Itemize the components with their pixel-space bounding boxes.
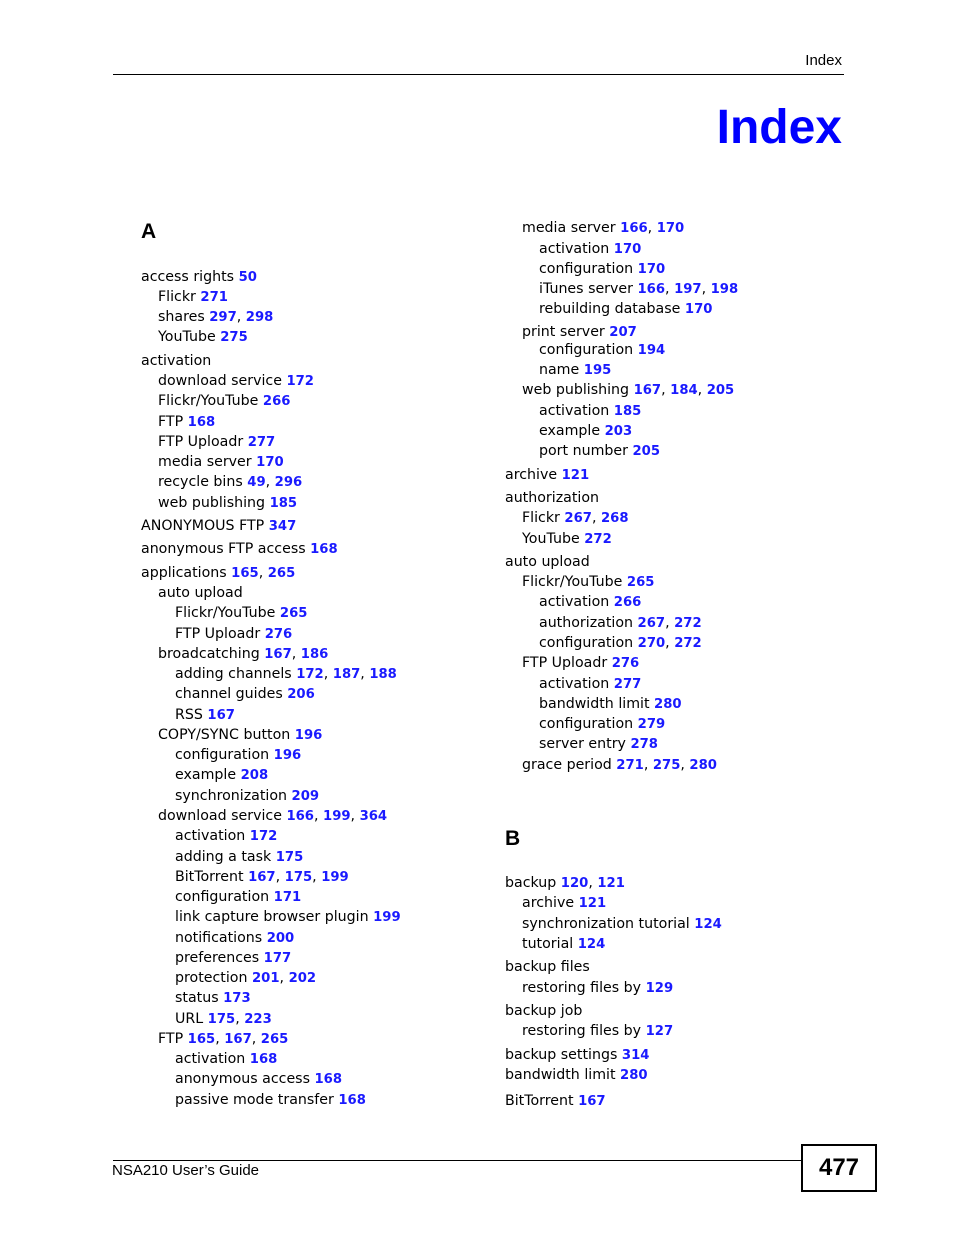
index-entry [175, 1049, 277, 1070]
page-separator: , [665, 615, 675, 631]
index-entry [141, 539, 338, 560]
index-term: FTP Uploadr [158, 434, 244, 450]
page-reference-link[interactable]: 207 [609, 325, 637, 340]
index-term: web publishing [522, 382, 630, 398]
page-reference-link[interactable]: 167 [578, 1094, 606, 1109]
index-entry [539, 592, 641, 613]
page-reference-link[interactable]: 206 [287, 687, 315, 702]
index-term: configuration [175, 747, 270, 763]
index-entry [539, 714, 665, 735]
page-reference-link[interactable]: 49 [247, 475, 266, 490]
index-entry [158, 327, 248, 348]
index-term: anonymous access [175, 1071, 310, 1087]
index-term: activation [539, 241, 610, 257]
page-separator: , [291, 646, 301, 662]
page-separator: , [279, 970, 289, 986]
index-entry [141, 267, 257, 288]
page-reference-link[interactable]: 205 [706, 383, 735, 398]
index-term: protection [175, 970, 248, 986]
header-section-label: Index [805, 52, 842, 69]
page-reference-link[interactable]: 188 [369, 667, 397, 682]
index-term: bandwidth limit [505, 1067, 616, 1083]
index-entry [158, 644, 328, 665]
page-number-box [801, 1144, 877, 1192]
footer-rule [113, 1160, 801, 1161]
page-reference-link[interactable]: 270 [637, 636, 666, 651]
page-reference-link[interactable]: 201 [252, 971, 280, 986]
page-reference-link[interactable]: 127 [645, 1024, 674, 1039]
index-entry [158, 371, 314, 392]
page-reference-link[interactable]: 199 [323, 809, 351, 824]
index-term: RSS [175, 707, 203, 723]
page-reference-link[interactable]: 271 [616, 758, 644, 773]
index-entry [505, 957, 590, 977]
index-entry [175, 765, 268, 786]
page-reference-link[interactable]: 170 [656, 221, 685, 236]
index-term: configuration [175, 889, 270, 905]
index-term: name [539, 362, 580, 378]
index-letter-heading: A [141, 220, 157, 243]
page-separator: , [215, 1031, 225, 1047]
page-reference-link[interactable]: 120 [560, 876, 589, 891]
page-reference-link[interactable]: 197 [674, 282, 702, 297]
index-entry [539, 401, 641, 422]
page-reference-link[interactable]: 209 [291, 789, 320, 804]
index-term: recycle bins [158, 474, 243, 490]
index-term: FTP Uploadr [522, 655, 608, 671]
index-term: activation [539, 676, 610, 692]
index-entry [539, 239, 641, 260]
page-reference-link[interactable]: 172 [286, 374, 314, 389]
index-term: Flickr/YouTube [522, 574, 623, 590]
index-entry [175, 928, 294, 949]
index-entry [158, 287, 228, 308]
index-term: activation [175, 1051, 246, 1067]
page-reference-link[interactable]: 298 [245, 310, 274, 325]
index-entry [539, 674, 641, 695]
page-reference-link[interactable]: 223 [244, 1012, 272, 1027]
page-reference-link[interactable]: 265 [260, 1032, 289, 1047]
index-term: adding channels [175, 666, 292, 682]
index-entry [158, 472, 302, 493]
index-entry [522, 529, 612, 550]
index-term: YouTube [522, 531, 580, 547]
index-entry [505, 873, 625, 894]
index-term: backup job [505, 1003, 583, 1019]
index-entry [539, 259, 665, 280]
index-entry [505, 488, 599, 508]
index-entry [505, 1065, 648, 1086]
index-term: COPY/SYNC button [158, 727, 291, 743]
index-term: grace period [522, 757, 612, 773]
page-reference-link[interactable]: 185 [613, 404, 642, 419]
index-term: example [175, 767, 237, 783]
page-reference-link[interactable]: 167 [248, 870, 276, 885]
index-entry [539, 299, 712, 320]
page-separator: , [680, 757, 690, 773]
page-reference-link[interactable]: 200 [266, 931, 295, 946]
index-entry [539, 441, 660, 462]
index-entry [522, 978, 673, 999]
index-entry [505, 1045, 649, 1066]
page-reference-link[interactable]: 50 [238, 270, 257, 285]
index-entry [505, 465, 589, 486]
page-reference-link[interactable]: 271 [200, 290, 228, 305]
index-term: FTP [158, 414, 184, 430]
page-reference-link[interactable]: 275 [220, 330, 248, 345]
index-entry [522, 914, 722, 935]
page-reference-link[interactable]: 205 [632, 444, 661, 459]
page-reference-link[interactable]: 280 [654, 697, 682, 712]
index-term: configuration [539, 635, 634, 651]
index-term: adding a task [175, 849, 272, 865]
index-term: media server [158, 454, 252, 470]
page-reference-link[interactable]: 272 [584, 532, 612, 547]
index-term: configuration [539, 716, 634, 732]
index-term: activation [141, 353, 212, 369]
page-separator: , [313, 808, 324, 824]
page-reference-link[interactable]: 199 [373, 910, 401, 925]
index-entry [505, 1091, 606, 1112]
index-term: authorization [505, 490, 600, 506]
index-term: archive [522, 895, 575, 911]
page-reference-link[interactable]: 297 [209, 310, 237, 325]
index-entry [522, 755, 717, 776]
index-entry [175, 603, 307, 624]
page-reference-link[interactable]: 202 [288, 971, 317, 986]
index-entry [539, 734, 658, 755]
index-entry [522, 380, 734, 401]
page-reference-link[interactable]: 272 [674, 636, 702, 651]
index-term: auto upload [158, 585, 243, 601]
index-term: passive mode transfer [175, 1092, 334, 1108]
index-term: applications [141, 565, 227, 581]
index-term: tutorial [522, 936, 574, 952]
page-reference-link[interactable]: 171 [273, 890, 302, 905]
index-entry [158, 452, 284, 473]
page-reference-link[interactable]: 165 [231, 566, 259, 581]
index-entry [505, 1001, 582, 1021]
page-reference-link[interactable]: 265 [267, 566, 296, 581]
page-reference-link[interactable]: 167 [633, 383, 662, 398]
index-entry [175, 907, 401, 928]
page-reference-link[interactable]: 272 [674, 616, 702, 631]
page-reference-link[interactable]: 167 [264, 647, 292, 662]
index-entry [539, 360, 611, 381]
page-reference-link[interactable]: 265 [626, 575, 655, 590]
page-separator: , [236, 309, 246, 325]
page-reference-link[interactable]: 185 [269, 496, 298, 511]
page-reference-link[interactable]: 129 [645, 981, 674, 996]
index-term: media server [522, 220, 616, 236]
page-reference-link[interactable]: 199 [321, 870, 349, 885]
page-reference-link[interactable]: 165 [187, 1032, 216, 1047]
page-reference-link[interactable]: 121 [597, 876, 625, 891]
index-term: status [175, 990, 219, 1006]
page-reference-link[interactable]: 175 [207, 1012, 236, 1027]
index-entry [539, 279, 738, 300]
page-reference-link[interactable]: 268 [600, 511, 629, 526]
index-entry [175, 988, 251, 1009]
index-term: Flickr [522, 510, 560, 526]
page-reference-link[interactable]: 195 [583, 363, 612, 378]
page-separator: , [312, 869, 322, 885]
index-term: YouTube [158, 329, 216, 345]
index-entry [175, 887, 301, 908]
page-reference-link[interactable]: 314 [621, 1048, 650, 1063]
page-reference-link[interactable]: 278 [630, 737, 658, 752]
index-entry [158, 432, 275, 453]
index-entry [175, 1009, 272, 1030]
index-term: shares [158, 309, 205, 325]
index-entry [522, 893, 606, 914]
index-term: anonymous FTP access [141, 541, 306, 557]
index-term: download service [158, 808, 282, 824]
header-rule [113, 74, 844, 75]
page-reference-link[interactable]: 296 [274, 475, 303, 490]
index-entry [522, 218, 684, 239]
index-entry [175, 1090, 366, 1111]
page-reference-link[interactable]: 203 [604, 424, 633, 439]
page-reference-link[interactable]: 267 [637, 616, 666, 631]
index-term: archive [505, 467, 558, 483]
page-separator: , [647, 220, 657, 236]
page-reference-link[interactable]: 276 [611, 656, 640, 671]
index-term: authorization [539, 615, 634, 631]
page-reference-link[interactable]: 184 [670, 383, 698, 398]
index-entry [522, 508, 629, 529]
index-term: link capture browser plugin [175, 909, 369, 925]
page-separator: , [350, 808, 360, 824]
index-entry [158, 493, 297, 514]
page-reference-link[interactable]: 196 [273, 748, 302, 763]
index-term: channel guides [175, 686, 283, 702]
index-entry [158, 583, 243, 603]
index-entry [522, 653, 639, 674]
page-reference-link[interactable]: 166 [620, 221, 648, 236]
footer-guide-title: NSA210 User’s Guide [112, 1162, 260, 1179]
index-term: backup [505, 875, 557, 891]
page-separator: , [701, 281, 711, 297]
index-term: FTP [158, 1031, 184, 1047]
page-reference-link[interactable]: 121 [561, 468, 590, 483]
page-separator: , [258, 565, 268, 581]
page-reference-link[interactable]: 266 [613, 595, 642, 610]
index-term: configuration [539, 261, 634, 277]
index-term: print server [522, 324, 605, 340]
index-term: example [539, 423, 601, 439]
index-entry [505, 552, 590, 572]
page-reference-link[interactable]: 186 [300, 647, 329, 662]
page-reference-link[interactable]: 198 [710, 282, 739, 297]
index-entry [175, 847, 303, 868]
page-separator: , [665, 281, 675, 297]
page-reference-link[interactable]: 267 [564, 511, 592, 526]
page-reference-link[interactable]: 280 [689, 758, 717, 773]
page-reference-link[interactable]: 277 [247, 435, 276, 450]
page-reference-link[interactable]: 166 [286, 809, 314, 824]
page-reference-link[interactable]: 280 [620, 1068, 648, 1083]
index-entry [158, 1029, 288, 1050]
page-reference-link[interactable]: 364 [359, 809, 388, 824]
page-number: 477 [818, 1154, 860, 1181]
page-separator: , [665, 635, 675, 651]
page-reference-link[interactable]: 170 [613, 242, 642, 257]
page-reference-link[interactable]: 194 [637, 343, 666, 358]
index-entry [175, 948, 291, 969]
index-entry [158, 391, 290, 412]
index-entry [539, 421, 632, 442]
index-term: Flickr/YouTube [175, 605, 276, 621]
index-entry [158, 412, 215, 433]
index-term: iTunes server [539, 281, 633, 297]
page-reference-link[interactable]: 187 [332, 667, 361, 682]
page-reference-link[interactable]: 170 [684, 302, 713, 317]
index-entry [175, 745, 301, 766]
index-entry [175, 786, 319, 807]
page-reference-link[interactable]: 347 [268, 519, 297, 534]
page-reference-link[interactable]: 124 [694, 917, 722, 932]
index-term: backup settings [505, 1047, 618, 1063]
index-entry [522, 1021, 673, 1042]
page-separator: , [360, 666, 370, 682]
index-entry [539, 633, 702, 654]
page-reference-link[interactable]: 170 [256, 455, 284, 470]
index-term: restoring files by [522, 1023, 642, 1039]
page-separator: , [275, 869, 285, 885]
index-entry [141, 516, 296, 537]
index-term: preferences [175, 950, 260, 966]
index-entry [175, 867, 349, 888]
index-term: access rights [141, 269, 235, 285]
page-reference-link[interactable]: 124 [577, 937, 606, 952]
index-entry [539, 613, 702, 634]
index-term: activation [539, 594, 610, 610]
index-term: bandwidth limit [539, 696, 650, 712]
page-reference-link[interactable]: 177 [263, 951, 292, 966]
page-title: Index [716, 101, 842, 154]
page-separator: , [251, 1031, 261, 1047]
index-term: backup files [505, 959, 590, 975]
index-term: auto upload [505, 554, 590, 570]
page-reference-link[interactable]: 172 [249, 829, 278, 844]
index-term: configuration [539, 342, 634, 358]
index-term: broadcatching [158, 646, 260, 662]
page-reference-link[interactable]: 279 [637, 717, 666, 732]
index-term: Flickr/YouTube [158, 393, 259, 409]
page-reference-link[interactable]: 170 [637, 262, 666, 277]
page-separator: , [265, 474, 275, 490]
page-reference-link[interactable]: 168 [310, 542, 338, 557]
index-term: synchronization [175, 788, 288, 804]
page-separator: , [661, 382, 671, 398]
page-reference-link[interactable]: 277 [613, 677, 642, 692]
page-separator: , [697, 382, 707, 398]
page-separator: , [643, 757, 653, 773]
page-separator: , [323, 666, 333, 682]
index-term: BitTorrent [505, 1093, 574, 1109]
index-entry [158, 806, 387, 827]
page-reference-link[interactable]: 166 [637, 282, 666, 297]
index-term: synchronization tutorial [522, 916, 690, 932]
page-reference-link[interactable]: 172 [296, 667, 324, 682]
page-separator: , [588, 875, 598, 891]
index-term: restoring files by [522, 980, 642, 996]
index-term: web publishing [158, 495, 266, 511]
index-term: URL [175, 1011, 204, 1027]
index-entry [158, 725, 322, 746]
index-entry [539, 694, 682, 715]
index-term: activation [175, 828, 246, 844]
page-reference-link[interactable]: 168 [338, 1093, 366, 1108]
index-term: server entry [539, 736, 626, 752]
page-reference-link[interactable]: 168 [314, 1072, 343, 1087]
index-term: ANONYMOUS FTP [141, 518, 265, 534]
page-separator: , [591, 510, 601, 526]
page-separator: , [235, 1011, 245, 1027]
index-entry [175, 705, 235, 726]
page-reference-link[interactable]: 121 [578, 896, 607, 911]
page-reference-link[interactable]: 168 [187, 415, 216, 430]
index-entry [158, 307, 273, 328]
index-entry [522, 934, 605, 955]
index-entry [175, 826, 277, 847]
page-reference-link[interactable]: 175 [275, 850, 304, 865]
index-term: port number [539, 443, 628, 459]
index-entry [175, 664, 397, 685]
index-entry [175, 968, 316, 989]
index-term: BitTorrent [175, 869, 244, 885]
page-reference-link[interactable]: 208 [240, 768, 269, 783]
page-reference-link[interactable]: 167 [224, 1032, 252, 1047]
index-entry [141, 351, 211, 371]
page-reference-link[interactable]: 265 [279, 606, 308, 621]
index-term: download service [158, 373, 282, 389]
index-entry [539, 340, 665, 361]
page-reference-link[interactable]: 175 [284, 870, 313, 885]
page-reference-link[interactable]: 276 [264, 627, 293, 642]
index-term: notifications [175, 930, 263, 946]
page-reference-link[interactable]: 167 [207, 708, 235, 723]
page-reference-link[interactable]: 196 [294, 728, 323, 743]
page-reference-link[interactable]: 266 [262, 394, 291, 409]
index-term: Flickr [158, 289, 196, 305]
page-reference-link[interactable]: 275 [652, 758, 681, 773]
index-entry [141, 563, 295, 584]
index-term: FTP Uploadr [175, 626, 261, 642]
index-letter-heading: B [505, 827, 521, 850]
page-reference-link[interactable]: 173 [223, 991, 251, 1006]
index-term: activation [539, 403, 610, 419]
index-term: rebuilding database [539, 301, 681, 317]
index-entry [175, 1069, 342, 1090]
index-entry [175, 624, 292, 645]
index-entry [522, 572, 654, 593]
index-entry [175, 684, 315, 705]
page-reference-link[interactable]: 168 [249, 1052, 278, 1067]
